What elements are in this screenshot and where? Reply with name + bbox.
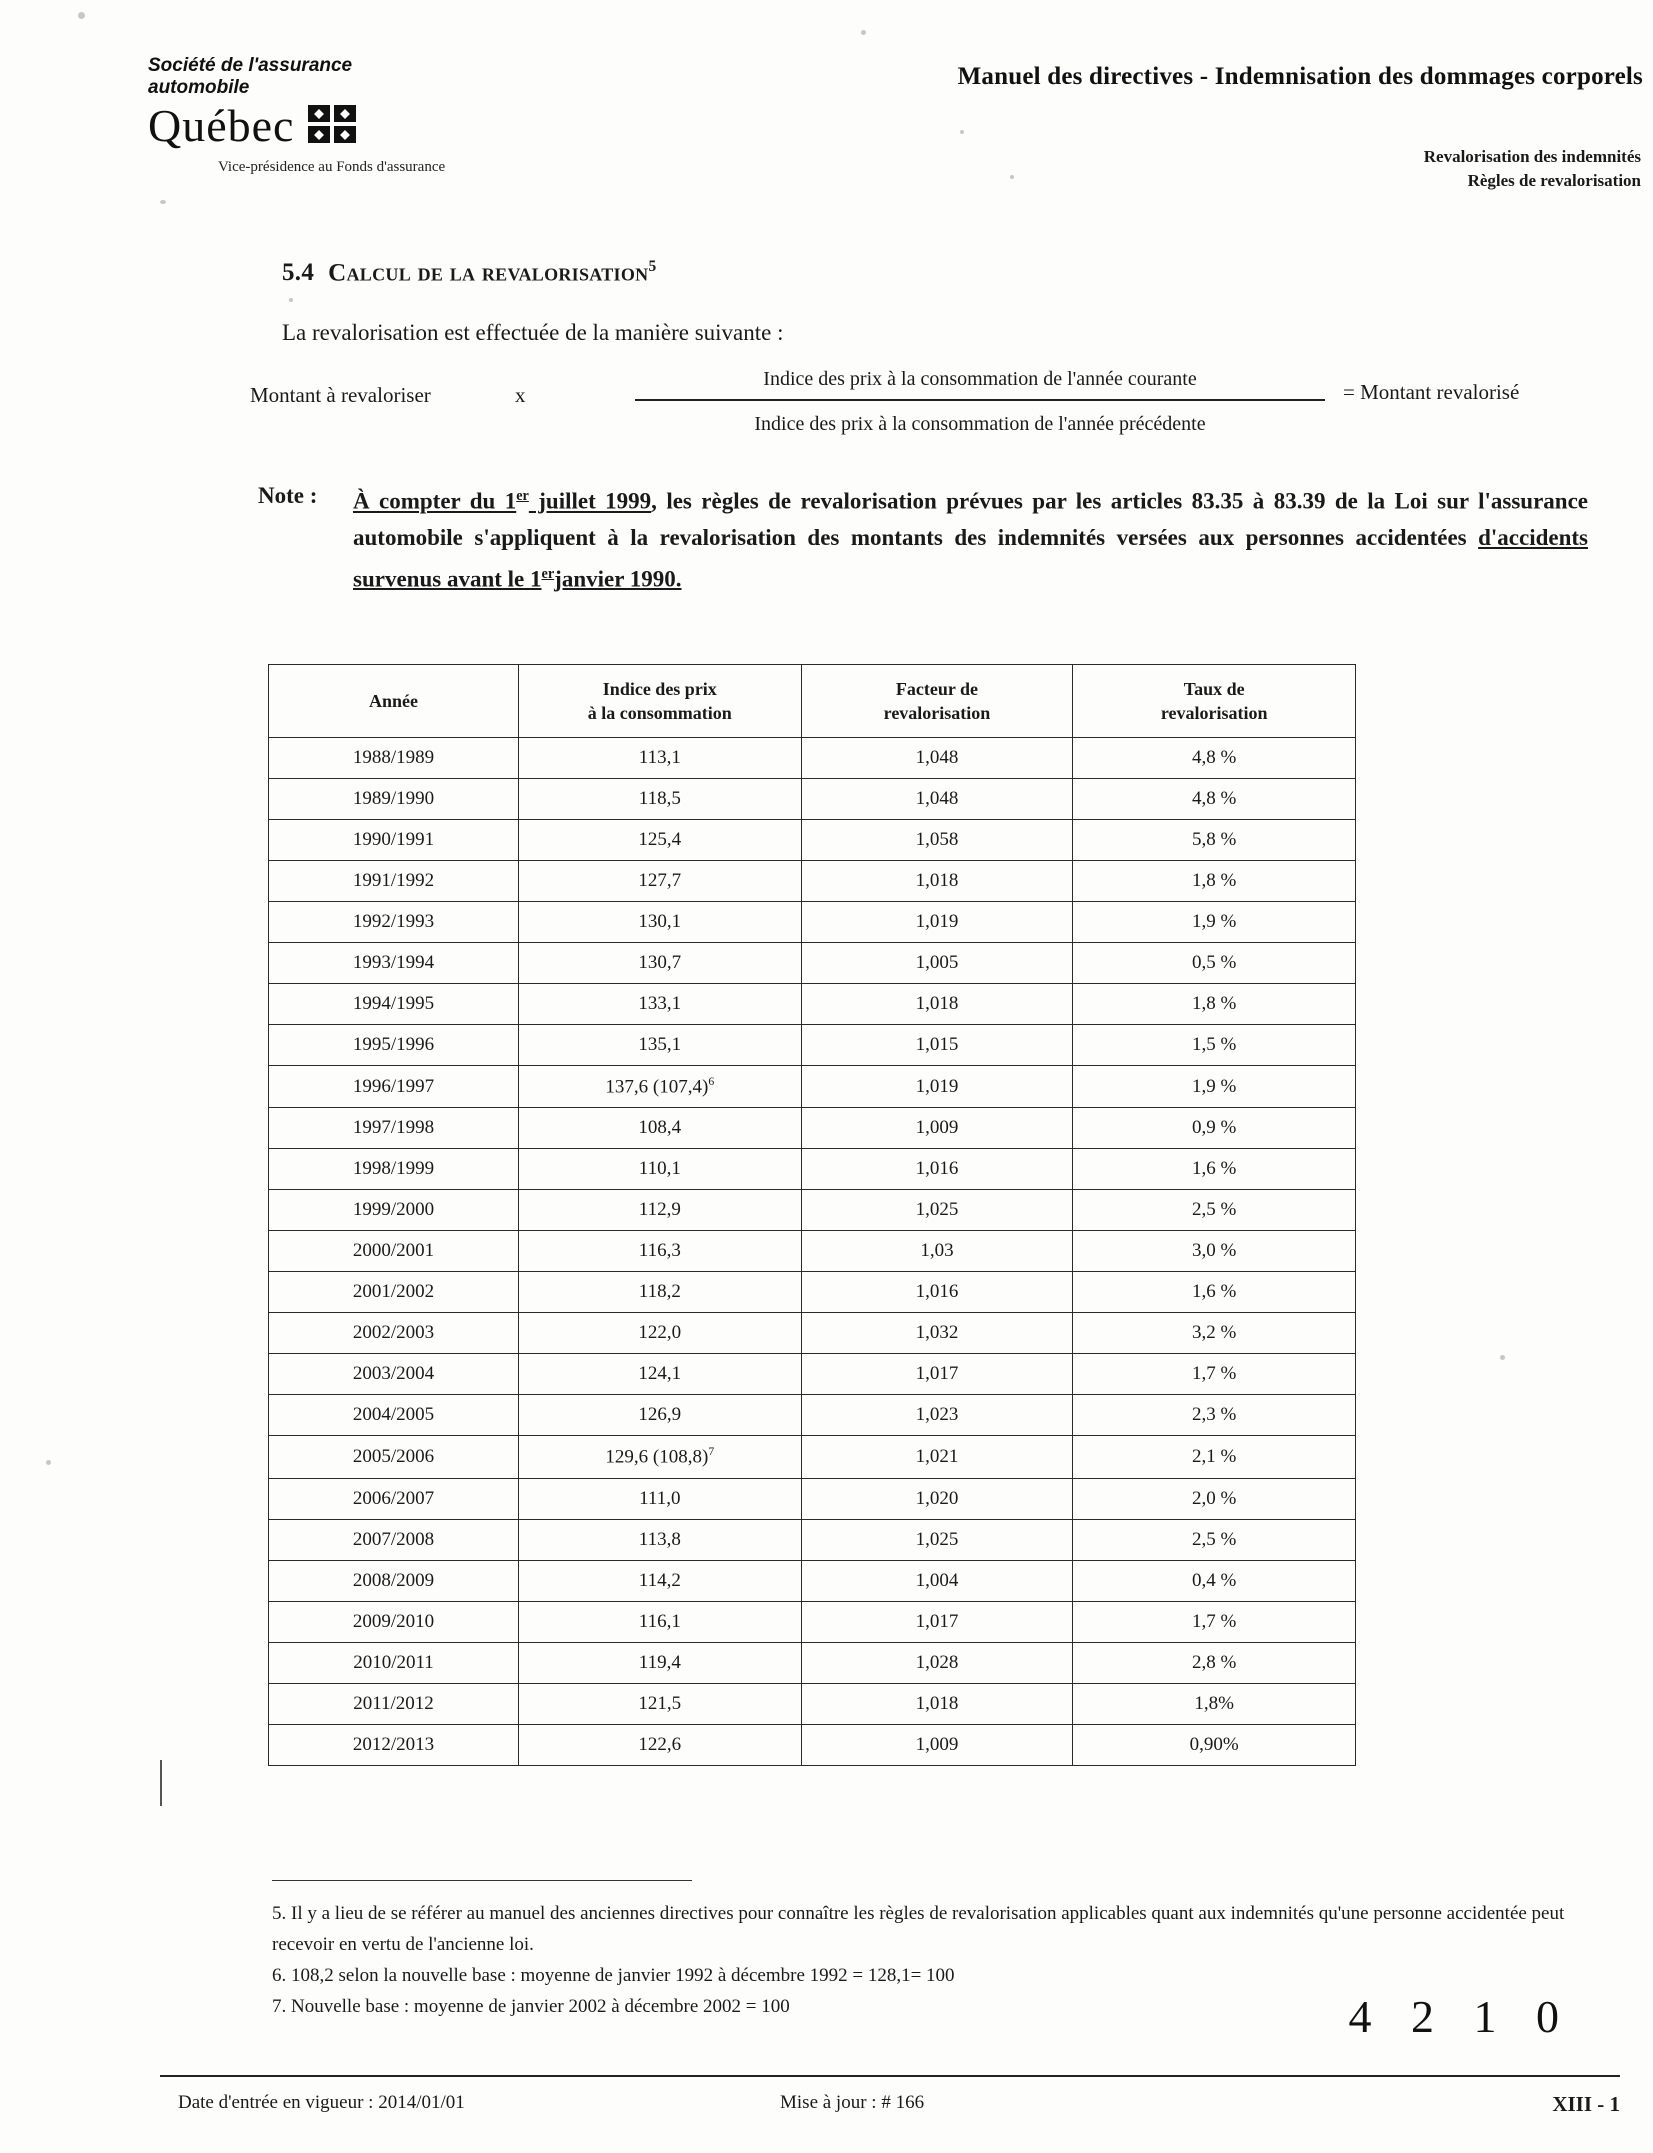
table-row [269,861,1356,902]
table-cell-indice: 130,7 [519,943,802,984]
section-number: 5.4 [282,259,315,287]
formula-denominator: Indice des prix à la consommation de l'année précédente [754,413,1206,435]
table-cell-indice: 133,1 [519,984,802,1025]
table-cell-indice: 122,6 [519,1724,802,1765]
table-row [269,1149,1356,1190]
header-subject [1424,145,1641,193]
table-cell-facteur: 1,019 [801,902,1073,943]
table-cell-facteur: 1,009 [801,1724,1073,1765]
formula-numerator: Indice des prix à la consommation de l'année courante [635,368,1325,401]
table-cell-taux: 2,0 % [1073,1478,1356,1519]
table-cell-taux: 1,8% [1073,1683,1356,1724]
table-cell-annee: 1989/1990 [269,779,519,820]
table-cell-facteur: 1,021 [801,1436,1073,1478]
saaq-logo [148,55,578,176]
table-cell-taux: 1,9 % [1073,902,1356,943]
note-part4-sup: er [541,565,555,582]
table-cell-indice: 129,6 $(108,8)^7$ [519,1436,802,1478]
table-cell-facteur: 1,03 [801,1231,1073,1272]
table-cell-facteur: 1,015 [801,1025,1073,1066]
table-cell-indice: 130,1 [519,902,802,943]
table-row [269,902,1356,943]
column-header-indice-line2: à la consommation [587,703,732,723]
note-part1: À compter du 1 [353,488,517,514]
revalorisation-table [268,664,1356,1766]
formula-fraction [635,368,1325,436]
column-header-taux-line2: revalorisation [1160,703,1268,723]
table-row [269,984,1356,1025]
table-cell-indice: 119,4 [519,1642,802,1683]
table-cell-taux: 3,2 % [1073,1313,1356,1354]
note-block [258,478,1588,597]
section-intro: La revalorisation est effectuée de la manière suivante : [282,320,784,345]
table-cell-indice: 127,7 [519,861,802,902]
table-cell-indice: 137,6 $(107,4)^6$ [519,1066,802,1108]
table-cell-facteur: 1,028 [801,1642,1073,1683]
table-cell-annee: 1996/1997 [269,1066,519,1108]
table-cell-taux: 2,1 % [1073,1436,1356,1478]
table-cell-taux: 4,8 % [1073,738,1356,779]
table-cell-annee: 2009/2010 [269,1601,519,1642]
footnote-5: 5. Il y a lieu de se référer au manuel des anciennes directives pour connaître les règles de revalorisation applicables quant aux indemnités qu'une personne accidentée peut recevoir en vertu de l'ancienne loi. [272,1903,1565,1955]
table-cell-taux: 0,5 % [1073,943,1356,984]
table-row [269,1108,1356,1149]
table-cell-taux: 1,7 % [1073,1601,1356,1642]
table-cell-annee: 1995/1996 [269,1025,519,1066]
table-cell-facteur: 1,017 [801,1354,1073,1395]
table-cell-annee: 1998/1999 [269,1149,519,1190]
table-row [269,1436,1356,1478]
table-cell-taux: 5,8 % [1073,820,1356,861]
section-title-text: Calcul de la revalorisation [328,259,649,287]
formula-left-term: Montant à revaloriser [250,383,431,407]
footnote-6: 6. 108,2 selon la nouvelle base : moyenne de janvier 1992 à décembre 1992 = 128,1= 100 [272,1965,955,1986]
table-row [269,1683,1356,1724]
table-cell-facteur: 1,025 [801,1190,1073,1231]
table-row [269,1724,1356,1765]
table-cell-annee: 1988/1989 [269,738,519,779]
column-header-taux-line1: Taux de [1183,679,1245,699]
table-row [269,1066,1356,1108]
table-cell-annee: 2006/2007 [269,1478,519,1519]
org-name-line2: automobile [148,77,250,98]
footer-effective-date: Date d'entrée en vigueur : 2014/01/01 [178,2092,465,2113]
page-stamp-number: 4 2 1 0 [1348,1991,1573,2042]
column-header-annee [269,665,519,738]
note-body [353,478,1588,597]
table-cell-annee: 1997/1998 [269,1108,519,1149]
margin-annotation-mark [160,1760,162,1806]
header-subject-line1: Revalorisation des indemnités [1423,147,1641,166]
table-row [269,1272,1356,1313]
table-cell-indice: 110,1 [519,1149,802,1190]
footnote-7: 7. Nouvelle base : moyenne de janvier 2002 à décembre 2002 = 100 [272,1996,790,2017]
formula-operator: x [515,383,526,407]
table-cell-indice: 125,4 [519,820,802,861]
table-cell-annee: 1993/1994 [269,943,519,984]
table-cell-annee: 2011/2012 [269,1683,519,1724]
table-row [269,1313,1356,1354]
footer-update: Mise à jour : # 166 [780,2092,925,2113]
table-cell-facteur: 1,048 [801,779,1073,820]
table-header-row [269,665,1356,738]
table-cell-facteur: 1,004 [801,1560,1073,1601]
table-cell-facteur: 1,016 [801,1149,1073,1190]
table-cell-indice: 113,8 [519,1519,802,1560]
table-row [269,1190,1356,1231]
org-name-line1: Société de l'assurance [148,55,353,76]
note-part3: , les règles de revalorisation prévues par les articles 83.35 à 83.39 de la Loi sur l'assurance automobile s'appliquent à la revalorisation des montants des indemnités versées aux personnes accidentées [353,488,1588,550]
note-part2: juillet 1999 [528,488,652,514]
table-cell-facteur: 1,058 [801,820,1073,861]
table-cell-annee: 2010/2011 [269,1642,519,1683]
table-cell-indice: 114,2 [519,1560,802,1601]
table-cell-taux: 1,6 % [1073,1149,1356,1190]
table-cell-taux: 3,0 % [1073,1231,1356,1272]
quebec-wordmark: Québec [148,100,295,151]
table-cell-indice: 118,5 [519,779,802,820]
table-cell-facteur: 1,032 [801,1313,1073,1354]
page-header [0,55,1653,205]
manual-title: Manuel des directives - Indemnisation des dommages corporels [957,63,1643,90]
table-row [269,1601,1356,1642]
table-cell-indice: 116,3 [519,1231,802,1272]
table-cell-facteur: 1,009 [801,1108,1073,1149]
table-cell-annee: 1992/1993 [269,902,519,943]
table-cell-indice: 113,1 [519,738,802,779]
table-cell-indice: 118,2 [519,1272,802,1313]
table-cell-annee: 2004/2005 [269,1395,519,1436]
table-row [269,1519,1356,1560]
table-cell-taux: 0,90% [1073,1724,1356,1765]
table-cell-facteur: 1,018 [801,861,1073,902]
table-cell-facteur: 1,016 [801,1272,1073,1313]
column-header-indice [519,665,802,738]
table-cell-facteur: 1,019 [801,1066,1073,1108]
table-cell-annee: 2007/2008 [269,1519,519,1560]
column-header-taux [1073,665,1356,738]
section-footnote-marker: 5 [648,258,657,275]
table-body [269,738,1356,1766]
table-cell-annee: 1994/1995 [269,984,519,1025]
table-cell-taux: 2,8 % [1073,1642,1356,1683]
table-cell-indice: 135,1 [519,1025,802,1066]
table-cell-facteur: 1,020 [801,1478,1073,1519]
table-row [269,1354,1356,1395]
column-header-facteur-line1: Facteur de [895,679,979,699]
table-row [269,1025,1356,1066]
quebec-flag-icon [308,105,356,143]
note-part1-sup: er [516,488,529,504]
table-cell-facteur: 1,018 [801,984,1073,1025]
note-label: Note : [258,483,318,508]
table-cell-facteur: 1,017 [801,1601,1073,1642]
revalorisation-formula [245,368,1585,458]
table-row [269,1560,1356,1601]
column-header-annee-line1: Année [369,691,418,711]
table-cell-taux: 0,4 % [1073,1560,1356,1601]
section-heading [282,258,657,287]
table-cell-taux: 0,9 % [1073,1108,1356,1149]
table-row [269,820,1356,861]
table-cell-taux: 2,5 % [1073,1519,1356,1560]
table-cell-indice: 121,5 [519,1683,802,1724]
table-cell-indice: 111,0 [519,1478,802,1519]
table-cell-facteur: 1,025 [801,1519,1073,1560]
table-row [269,1231,1356,1272]
table-cell-annee: 2002/2003 [269,1313,519,1354]
cell-footnote-marker: 6 [708,1075,715,1088]
table-cell-taux: 1,7 % [1073,1354,1356,1395]
table-cell-annee: 1990/1991 [269,820,519,861]
table-cell-facteur: 1,048 [801,738,1073,779]
table-cell-taux: 1,9 % [1073,1066,1356,1108]
table-cell-facteur: 1,018 [801,1683,1073,1724]
table-cell-annee: 1999/2000 [269,1190,519,1231]
table-cell-annee: 2005/2006 [269,1436,519,1478]
footer-separator [160,2075,1620,2077]
table-cell-annee: 2012/2013 [269,1724,519,1765]
table-row [269,1478,1356,1519]
note-part4: d'accidents survenus avant le 1 [353,524,1588,592]
table-cell-taux: 1,6 % [1073,1272,1356,1313]
table-cell-taux: 1,5 % [1073,1025,1356,1066]
cell-footnote-marker: 7 [708,1445,715,1459]
column-header-facteur-line2: revalorisation [883,703,991,723]
header-subject-line2: Règles de revalorisation [1467,171,1641,190]
table-cell-indice: 108,4 [519,1108,802,1149]
table-cell-facteur: 1,005 [801,943,1073,984]
formula-result: = Montant revalorisé [1343,380,1520,404]
vice-presidence-label: Vice-présidence au Fonds d'assurance [218,159,446,175]
table-cell-indice: 112,9 [519,1190,802,1231]
table-cell-facteur: 1,023 [801,1395,1073,1436]
table-cell-indice: 122,0 [519,1313,802,1354]
table-row [269,1642,1356,1683]
table-cell-annee: 2000/2001 [269,1231,519,1272]
footnote-separator [272,1880,692,1881]
table-cell-taux: 1,8 % [1073,984,1356,1025]
table-cell-annee: 2008/2009 [269,1560,519,1601]
column-header-indice-line1: Indice des prix [602,679,717,699]
table-cell-annee: 2003/2004 [269,1354,519,1395]
note-part5: janvier 1990. [554,566,682,592]
table-row [269,1395,1356,1436]
column-header-facteur [801,665,1073,738]
table-cell-taux: 1,8 % [1073,861,1356,902]
table-cell-taux: 2,5 % [1073,1190,1356,1231]
table-cell-annee: 1991/1992 [269,861,519,902]
table-row [269,738,1356,779]
table-cell-indice: 116,1 [519,1601,802,1642]
footer-page-number: XIII - 1 [1552,2092,1620,2116]
table-cell-indice: 124,1 [519,1354,802,1395]
table-cell-indice: 126,9 [519,1395,802,1436]
table-row [269,943,1356,984]
table-row [269,779,1356,820]
table-cell-taux: 4,8 % [1073,779,1356,820]
table-cell-annee: 2001/2002 [269,1272,519,1313]
table-cell-taux: 2,3 % [1073,1395,1356,1436]
revalorisation-table-wrapper [268,664,1356,1766]
